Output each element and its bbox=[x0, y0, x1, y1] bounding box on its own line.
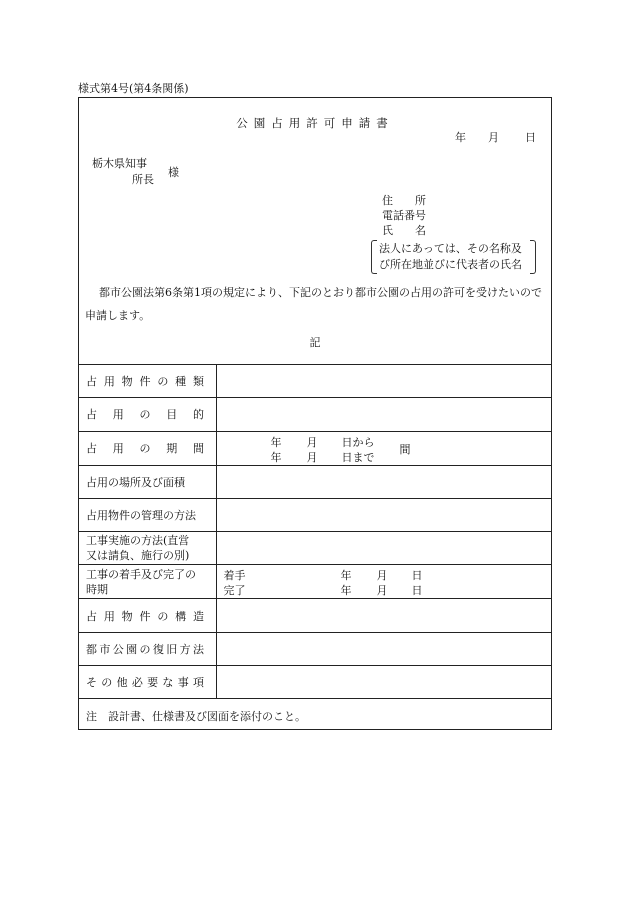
label-char: 他 bbox=[116, 676, 128, 690]
attachment-note: 注 設計書、仕様書及び図面を添付のこと。 bbox=[79, 699, 551, 732]
value-item-type[interactable] bbox=[216, 365, 551, 398]
label-text bbox=[86, 674, 204, 690]
label-char: そ bbox=[86, 676, 97, 690]
label-char: 物 bbox=[121, 609, 133, 623]
row-label-management: 占用物件の管理の方法 bbox=[79, 498, 216, 531]
label-char: 用 bbox=[103, 609, 115, 623]
label-char: 項 bbox=[192, 676, 204, 690]
table-row bbox=[79, 532, 551, 565]
label-char: 園 bbox=[126, 642, 138, 656]
label-text bbox=[86, 608, 204, 624]
label-char: 類 bbox=[192, 375, 204, 389]
label-char: の bbox=[139, 408, 151, 422]
label-char: 方 bbox=[179, 642, 191, 656]
construction-start-month: 月 bbox=[376, 569, 388, 583]
form-title: 公園占用許可申請書 bbox=[236, 116, 394, 130]
period-to-year: 年 bbox=[270, 450, 282, 464]
label-char: 占 bbox=[86, 375, 97, 389]
label-char: 用 bbox=[103, 375, 115, 389]
label-char: 物 bbox=[121, 375, 133, 389]
form-number-label: 様式第4号(第4条関係) bbox=[78, 82, 189, 95]
left-bracket bbox=[371, 240, 377, 274]
label-char: 旧 bbox=[166, 642, 178, 656]
label-char: 占 bbox=[86, 442, 97, 456]
ki-heading: 記 bbox=[309, 336, 321, 349]
application-details-table bbox=[79, 364, 551, 732]
label-char: 用 bbox=[112, 408, 124, 422]
applicant-address-label: 住 所 bbox=[382, 194, 426, 207]
construction-start-label: 着手 bbox=[223, 569, 246, 583]
applicant-phone-label: 電話番号 bbox=[382, 209, 426, 222]
label-char: 必 bbox=[131, 676, 143, 690]
table-row bbox=[79, 431, 551, 465]
row-label-restoration bbox=[79, 632, 216, 665]
construction-end-month: 月 bbox=[376, 584, 388, 598]
construction-end-year: 年 bbox=[340, 584, 352, 598]
date-month: 月 bbox=[488, 131, 499, 144]
label-char: 種 bbox=[175, 375, 187, 389]
row-label-structure bbox=[79, 599, 216, 632]
period-to-month: 月 bbox=[306, 450, 318, 464]
period-from-day: 日から bbox=[341, 435, 375, 449]
label-char: な bbox=[162, 676, 174, 690]
label-char: 要 bbox=[147, 676, 159, 690]
label-char: 占 bbox=[86, 609, 97, 623]
table-row bbox=[79, 666, 551, 699]
label-char: の bbox=[157, 609, 169, 623]
row-label-location-area: 占用の場所及び面積 bbox=[79, 465, 216, 498]
label-char: の bbox=[101, 676, 113, 690]
value-location-area[interactable] bbox=[216, 465, 551, 498]
row-label-other bbox=[79, 666, 216, 699]
label-char: 占 bbox=[86, 408, 97, 422]
label-char: 期 bbox=[166, 442, 178, 456]
value-period[interactable] bbox=[216, 431, 551, 465]
label-char: 間 bbox=[193, 442, 204, 456]
corporation-note: 法人にあっては、その名称及 び所在地並びに代表者の氏名 bbox=[379, 242, 522, 271]
construction-start-year: 年 bbox=[340, 569, 352, 583]
recipient-honorific: 様 bbox=[168, 166, 179, 179]
recipient-governor: 栃木県知事 bbox=[92, 157, 147, 170]
label-char: 法 bbox=[193, 642, 204, 656]
date-day: 日 bbox=[525, 131, 536, 144]
value-construction-timing[interactable] bbox=[216, 565, 551, 599]
label-char: 公 bbox=[112, 642, 124, 656]
value-construction-method[interactable] bbox=[216, 532, 551, 565]
value-management[interactable] bbox=[216, 498, 551, 531]
recipient bbox=[92, 156, 154, 188]
table-row bbox=[79, 498, 551, 531]
table-row bbox=[79, 365, 551, 398]
label-char: 復 bbox=[152, 642, 164, 656]
value-restoration[interactable] bbox=[216, 632, 551, 665]
table-row bbox=[79, 565, 551, 599]
applicant-name-label: 氏 名 bbox=[382, 224, 426, 237]
row-label-construction-method: 工事実施の方法(直営 又は請負、施行の別) bbox=[79, 532, 216, 565]
label-text bbox=[86, 373, 204, 389]
label-char: の bbox=[139, 642, 151, 656]
table-row bbox=[79, 599, 551, 632]
label-char: の bbox=[139, 442, 151, 456]
table-row bbox=[79, 398, 551, 431]
period-between: 間 bbox=[399, 442, 411, 456]
label-char: 的 bbox=[193, 408, 204, 422]
construction-start-day: 日 bbox=[411, 569, 423, 583]
label-char: 都 bbox=[86, 642, 97, 656]
period-from-month: 月 bbox=[306, 435, 318, 449]
period-from-year: 年 bbox=[270, 435, 282, 449]
application-statement: 都市公園法第6条第1項の規定により、下記のとおり都市公園の占用の許可を受けたいので申請します。 bbox=[85, 286, 542, 322]
label-char: 目 bbox=[166, 408, 178, 422]
label-text bbox=[86, 440, 204, 456]
label-text bbox=[86, 406, 204, 422]
table-row bbox=[79, 465, 551, 498]
construction-end-day: 日 bbox=[411, 584, 423, 598]
recipient-director: 所長 bbox=[132, 173, 154, 186]
label-char: 構 bbox=[175, 609, 187, 623]
label-char: 造 bbox=[192, 609, 204, 623]
construction-end-label: 完了 bbox=[223, 584, 246, 598]
row-label-construction-timing: 工事の着手及び完了の 時期 bbox=[79, 565, 216, 599]
corporation-note-bracket bbox=[371, 240, 536, 274]
label-char: 件 bbox=[139, 609, 151, 623]
application-form bbox=[78, 97, 552, 730]
row-label-period bbox=[79, 431, 216, 465]
label-char: 件 bbox=[139, 375, 151, 389]
row-label-item-type bbox=[79, 365, 216, 398]
date-year: 年 bbox=[455, 131, 466, 144]
period-fields bbox=[217, 432, 552, 465]
period-to-day: 日まで bbox=[341, 450, 375, 464]
label-char: 市 bbox=[99, 642, 111, 656]
construction-fields bbox=[217, 565, 552, 598]
value-purpose[interactable] bbox=[216, 398, 551, 431]
label-text bbox=[86, 641, 204, 657]
value-other[interactable] bbox=[216, 666, 551, 699]
value-structure[interactable] bbox=[216, 599, 551, 632]
table-row bbox=[79, 699, 551, 732]
right-bracket bbox=[530, 240, 536, 274]
label-char: 用 bbox=[112, 442, 124, 456]
label-char: 事 bbox=[177, 676, 189, 690]
row-label-purpose bbox=[79, 398, 216, 431]
table-row bbox=[79, 632, 551, 665]
label-char: の bbox=[157, 375, 169, 389]
